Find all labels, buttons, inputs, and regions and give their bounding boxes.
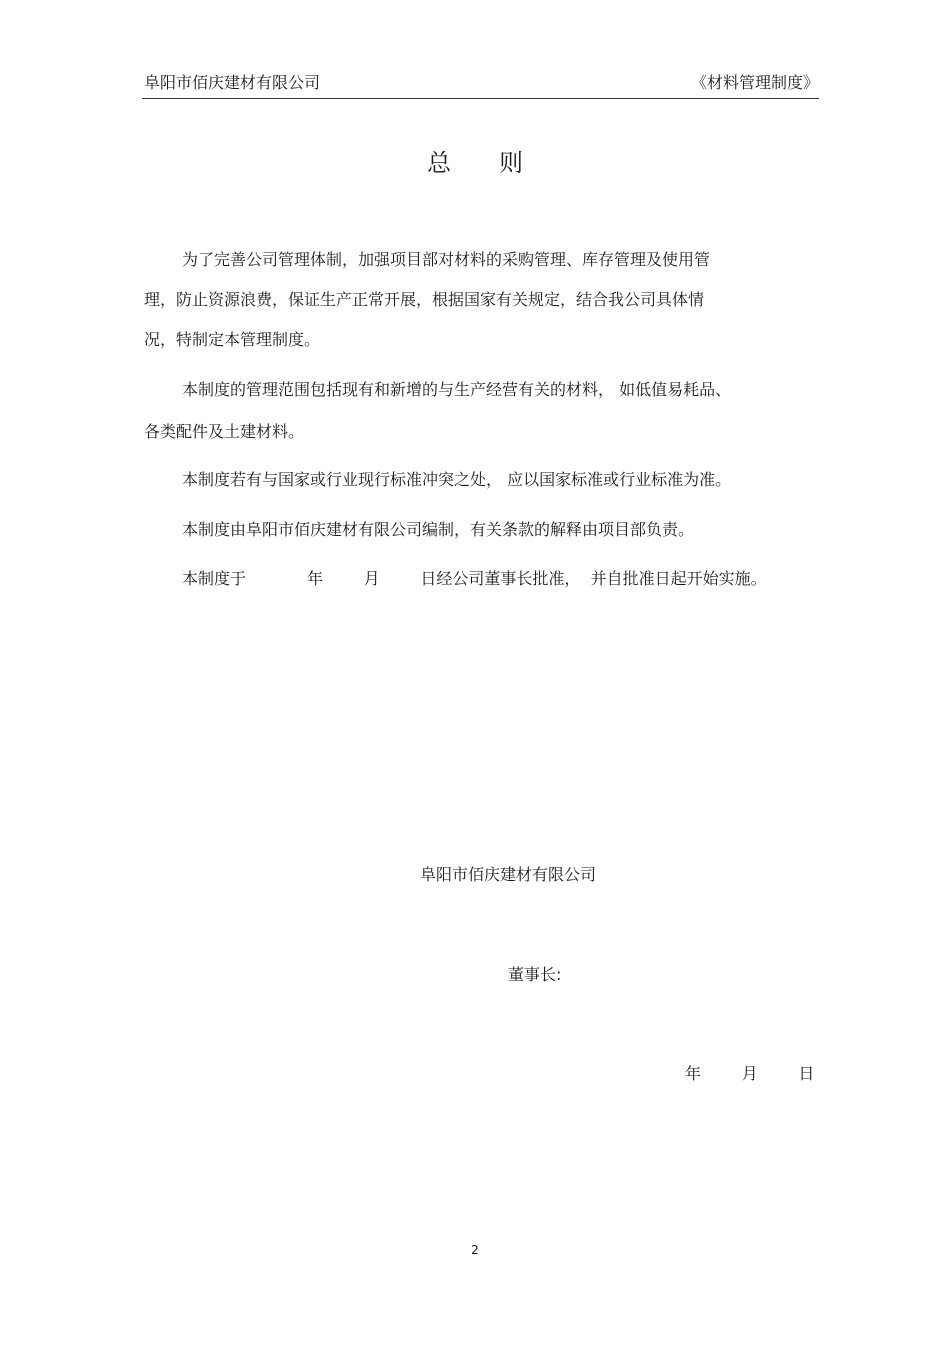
- page-title: [0, 146, 950, 180]
- paragraph-2-line-1: 本制度的管理范围包括现有和新增的与生产经营有关的材料， 如低值易耗品、: [182, 380, 732, 399]
- paragraph-3: 本制度若有与国家或行业现行标准冲突之处， 应以国家标准或行业标准为准。: [182, 470, 732, 489]
- page-title-char-2: 则: [499, 149, 523, 177]
- paragraph-1-line-3: 况，特制定本管理制度。: [144, 330, 321, 349]
- page-number: 2: [471, 1243, 479, 1257]
- signature-company: 阜阳市佰庆建材有限公司: [420, 865, 597, 884]
- page-title-char-1: 总: [427, 149, 451, 177]
- paragraph-4: 本制度由阜阳市佰庆建材有限公司编制，有关条款的解释由项目部负责。: [182, 520, 695, 539]
- paragraph-1-line-2: 理，防止资源浪费，保证生产正常开展，根据国家有关规定，结合我公司具体情: [144, 290, 705, 309]
- signature-chairman-label: 董事长:: [508, 965, 562, 984]
- paragraph-1-line-1: 为了完善公司管理体制，加强项目部对材料的采购管理、库存管理及使用管: [182, 250, 711, 269]
- header-divider: [142, 98, 819, 99]
- signature-date: 年 月 日: [685, 1064, 815, 1083]
- paragraph-5: 本制度于 年 月 日经公司董事长批准， 并自批准日起开始实施。: [182, 569, 767, 588]
- paragraph-2-line-2: 各类配件及土建材料。: [144, 422, 305, 441]
- header-company: 阜阳市佰庆建材有限公司: [144, 73, 321, 92]
- header-document-name: 《材料管理制度》: [690, 73, 819, 92]
